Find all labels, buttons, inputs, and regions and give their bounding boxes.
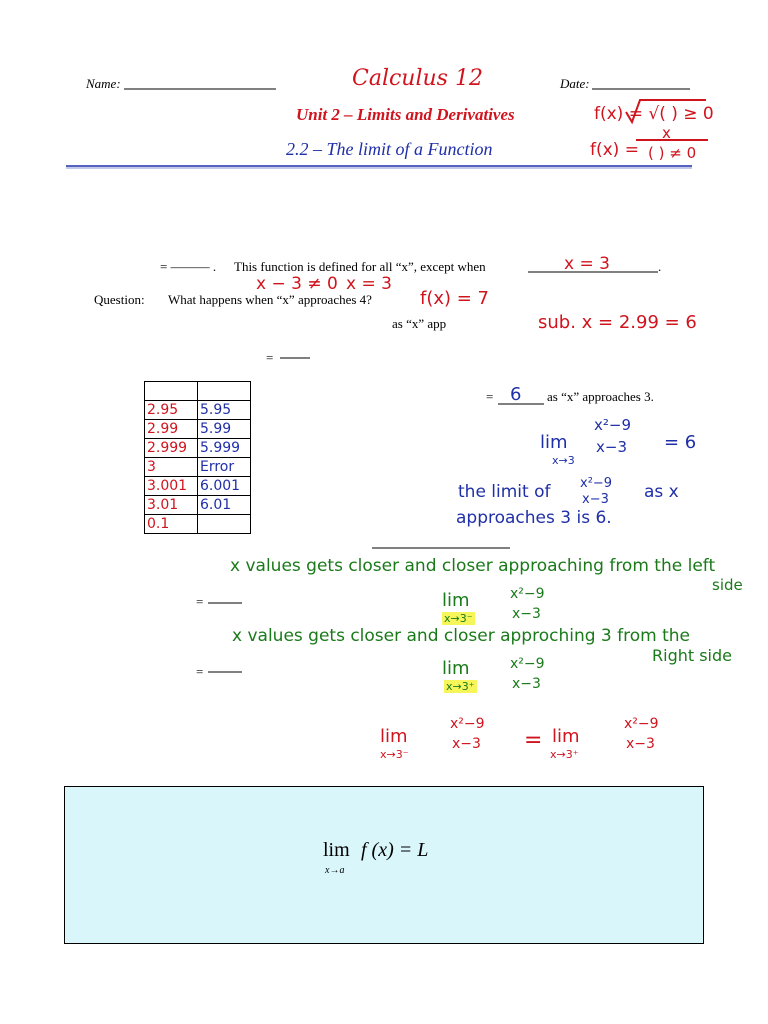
table-row: [145, 496, 251, 515]
y-value-cell: 5.95: [198, 401, 251, 420]
x-value-cell: 2.95: [145, 401, 198, 420]
right-side-note-end: Right side: [652, 646, 732, 665]
blue-sentence-3: approaches 3 is 6.: [456, 508, 612, 528]
defined-sentence: This function is defined for all “x”, except when: [234, 259, 486, 274]
left-expr-den: x−3: [512, 606, 541, 622]
blue-lim-sub: x→3: [552, 454, 575, 467]
question-answer: f(x) = 7: [420, 288, 490, 309]
right-side-note: x values gets closer and closer approching 3 from the: [232, 626, 690, 646]
right-lim-sub: x→3⁺: [446, 680, 475, 693]
definition-expr: f (x) = L: [361, 839, 429, 861]
table-header-x: [145, 382, 198, 401]
eq-right-num: x²−9: [624, 716, 659, 732]
x-value-cell: 3.001: [145, 477, 198, 496]
right-expr-num: x²−9: [510, 656, 545, 672]
y-value-cell: Error: [198, 458, 251, 477]
substitution-note: sub. x = 2.99 = 6: [538, 312, 697, 333]
eq-left-sub: x→3⁻: [380, 748, 409, 761]
left-side-note-end: side: [712, 576, 743, 594]
frac-equals-1: =: [266, 350, 274, 365]
domain-note-frac-num: x: [662, 124, 671, 142]
y-value-cell: 6.01: [198, 496, 251, 515]
question-text: What happens when “x” approaches 4?: [168, 292, 372, 307]
y-value-cell: 5.999: [198, 439, 251, 458]
blue-sentence-2: as x: [644, 482, 679, 502]
section-title: 2.2 – The limit of a Function: [286, 139, 493, 159]
definition-sub: x→a: [325, 865, 345, 876]
except-answer: x = 3: [564, 254, 610, 274]
domain-work-b: x = 3: [346, 274, 392, 294]
approach-answer: 6: [510, 384, 522, 405]
blue-result: = 6: [664, 432, 697, 453]
eq-left-den: x−3: [452, 736, 481, 752]
blue-expr-den: x−3: [596, 438, 627, 456]
eq-left-lim: lim: [380, 726, 408, 747]
name-label: Name:: [86, 76, 121, 91]
eq-right-sub: x→3⁺: [550, 748, 579, 761]
eq-right-lim: lim: [552, 726, 580, 747]
value-table: [144, 381, 251, 534]
x-value-cell: 2.999: [145, 439, 198, 458]
x-value-cell: 2.99: [145, 420, 198, 439]
page-title: Calculus 12: [352, 66, 483, 91]
defined-period: .: [658, 259, 662, 274]
left-lim-sub: x→3⁻: [444, 612, 473, 625]
left-lim: lim: [442, 590, 470, 611]
blue-sentence-num: x²−9: [580, 476, 613, 491]
function-prefix: = ——— .: [160, 259, 217, 274]
table-header-y: [198, 382, 251, 401]
frac-equals-2: =: [486, 389, 494, 404]
frac-equals-4: =: [196, 664, 204, 679]
right-expr-den: x−3: [512, 676, 541, 692]
domain-note-frac-den: ( ) ≠ 0: [648, 144, 697, 162]
unit-title: Unit 2 – Limits and Derivatives: [296, 105, 515, 124]
x-value-cell: 3.01: [145, 496, 198, 515]
x-value-cell: 0.1: [145, 515, 198, 534]
blue-sentence-1: the limit of: [458, 482, 551, 502]
question-label: Question:: [94, 292, 145, 307]
definition-lim: lim: [323, 839, 350, 861]
approach-text: as “x” approaches 3.: [547, 389, 654, 404]
date-label: Date:: [560, 76, 590, 91]
blue-sentence-den: x−3: [582, 492, 609, 507]
y-value-cell: [198, 515, 251, 534]
table-row: [145, 420, 251, 439]
table-row: [145, 458, 251, 477]
eq-right-den: x−3: [626, 736, 655, 752]
y-value-cell: 5.99: [198, 420, 251, 439]
domain-work-a: x − 3 ≠ 0: [256, 274, 338, 294]
as-x-approaches-partial: as “x” app: [392, 316, 447, 331]
y-value-cell: 6.001: [198, 477, 251, 496]
blue-lim: lim: [540, 432, 568, 453]
eq-left-num: x²−9: [450, 716, 485, 732]
table-row: [145, 401, 251, 420]
x-value-cell: 3: [145, 458, 198, 477]
left-side-note: x values gets closer and closer approaching from the left: [230, 556, 716, 576]
domain-note-sqrt: f(x) = √( ) ≥ 0: [594, 104, 714, 124]
table-row: [145, 477, 251, 496]
frac-equals-3: =: [196, 594, 204, 609]
blue-expr-num: x²−9: [594, 416, 632, 434]
right-lim: lim: [442, 658, 470, 679]
eq-sign: =: [524, 728, 543, 753]
definition-box: [64, 786, 704, 944]
domain-note-frac-lhs: f(x) =: [590, 140, 639, 160]
left-expr-num: x²−9: [510, 586, 545, 602]
table-row: [145, 439, 251, 458]
table-row: [145, 515, 251, 534]
